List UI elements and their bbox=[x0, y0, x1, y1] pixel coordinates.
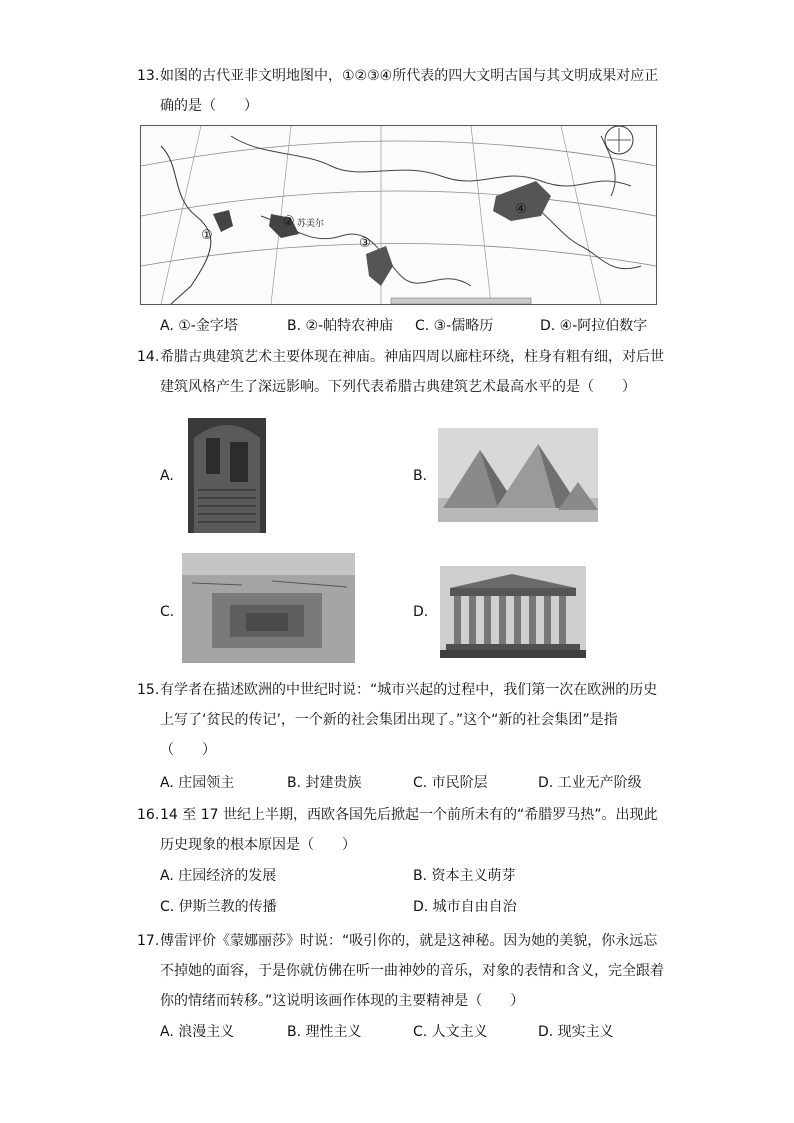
q17-option-c[interactable]: C. 人文主义 bbox=[413, 1024, 488, 1040]
map-label-sumer: 苏美尔 bbox=[297, 219, 325, 229]
q15-stem-line-3: （ ） bbox=[160, 742, 216, 758]
q14-option-d-label[interactable]: D. bbox=[413, 604, 429, 620]
q14-option-c-ruins-image[interactable] bbox=[182, 553, 355, 663]
q15-option-c[interactable]: C. 市民阶层 bbox=[413, 775, 488, 791]
q14-stem-line-1: 希腊古典建筑艺术主要体现在神庙。神庙四周以廊柱环绕，柱身有粗有细，对后世 bbox=[160, 349, 664, 365]
q14-option-a-label[interactable]: A. bbox=[160, 468, 174, 484]
q17-stem-line-1: 傅雷评价《蒙娜丽莎》时说：“吸引你的，就是这神秘。因为她的美貌，你永远忘 bbox=[160, 933, 658, 949]
map-marker-1: ① bbox=[201, 228, 213, 243]
q17-stem-line-2: 不掉她的面容，于是你就仿佛在听一曲神妙的音乐，对象的表情和含义，完全跟着 bbox=[160, 963, 664, 979]
q17-number: 17. bbox=[137, 933, 160, 949]
q17-option-d[interactable]: D. 现实主义 bbox=[538, 1024, 614, 1040]
q16-stem-line-2: 历史现象的根本原因是（ ） bbox=[160, 837, 356, 853]
ancient-civilizations-map bbox=[140, 125, 657, 305]
q13-stem-line-2: 确的是（ ） bbox=[160, 98, 258, 114]
q16-option-c[interactable]: C. 伊斯兰教的传播 bbox=[160, 899, 277, 915]
q13-number: 13. bbox=[137, 68, 160, 84]
q13-stem-line-1: 如图的古代亚非文明地图中，①②③④所代表的四大文明古国与其文明成果对应正 bbox=[160, 68, 659, 84]
q14-option-a-stele-image[interactable] bbox=[188, 418, 266, 533]
map-drawing bbox=[141, 126, 656, 304]
q14-option-c-label[interactable]: C. bbox=[160, 604, 175, 620]
q14-option-d-parthenon-image[interactable] bbox=[440, 566, 586, 658]
q15-number: 15. bbox=[137, 682, 160, 698]
q15-stem-line-1: 有学者在描述欧洲的中世纪时说：“城市兴起的过程中，我们第一次在欧洲的历史 bbox=[160, 682, 658, 698]
q14-number: 14. bbox=[137, 349, 160, 365]
q14-option-b-pyramids-image[interactable] bbox=[438, 428, 598, 522]
q13-option-d[interactable]: D. ④-阿拉伯数字 bbox=[540, 318, 648, 334]
map-marker-4: ④ bbox=[515, 202, 527, 217]
q14-stem-line-2: 建筑风格产生了深远影响。下列代表希腊古典建筑艺术最高水平的是（ ） bbox=[160, 379, 636, 395]
q16-stem-line-1: 14 至 17 世纪上半期，西欧各国先后掀起一个前所未有的“希腊罗马热”。出现此 bbox=[160, 807, 658, 823]
map-marker-3: ③ bbox=[359, 236, 371, 251]
q16-option-d[interactable]: D. 城市自由自治 bbox=[413, 899, 517, 915]
q15-option-d[interactable]: D. 工业无产阶级 bbox=[538, 775, 642, 791]
q16-option-a[interactable]: A. 庄园经济的发展 bbox=[160, 868, 277, 884]
pyramids-drawing bbox=[438, 428, 598, 522]
q13-option-a[interactable]: A. ①-金字塔 bbox=[160, 318, 238, 334]
q17-stem-line-3: 你的情绪而转移。”这说明该画作体现的主要精神是（ ） bbox=[160, 993, 525, 1009]
q17-option-b[interactable]: B. 理性主义 bbox=[287, 1024, 362, 1040]
stele-drawing bbox=[188, 418, 266, 533]
map-marker-2: ② bbox=[283, 214, 295, 229]
q15-stem-line-2: 上写了‘贫民的传记’，一个新的社会集团出现了。”这个“新的社会集团”是指 bbox=[160, 712, 618, 728]
q17-option-a[interactable]: A. 浪漫主义 bbox=[160, 1024, 235, 1040]
q13-option-b[interactable]: B. ②-帕特农神庙 bbox=[287, 318, 394, 334]
parthenon-drawing bbox=[440, 566, 586, 658]
q16-option-b[interactable]: B. 资本主义萌芽 bbox=[413, 868, 516, 884]
q16-number: 16. bbox=[137, 807, 160, 823]
q15-option-a[interactable]: A. 庄园领主 bbox=[160, 775, 235, 791]
q14-option-b-label[interactable]: B. bbox=[413, 468, 428, 484]
q13-option-c[interactable]: C. ③-儒略历 bbox=[415, 318, 494, 334]
q15-option-b[interactable]: B. 封建贵族 bbox=[287, 775, 362, 791]
ruins-drawing bbox=[182, 553, 355, 663]
